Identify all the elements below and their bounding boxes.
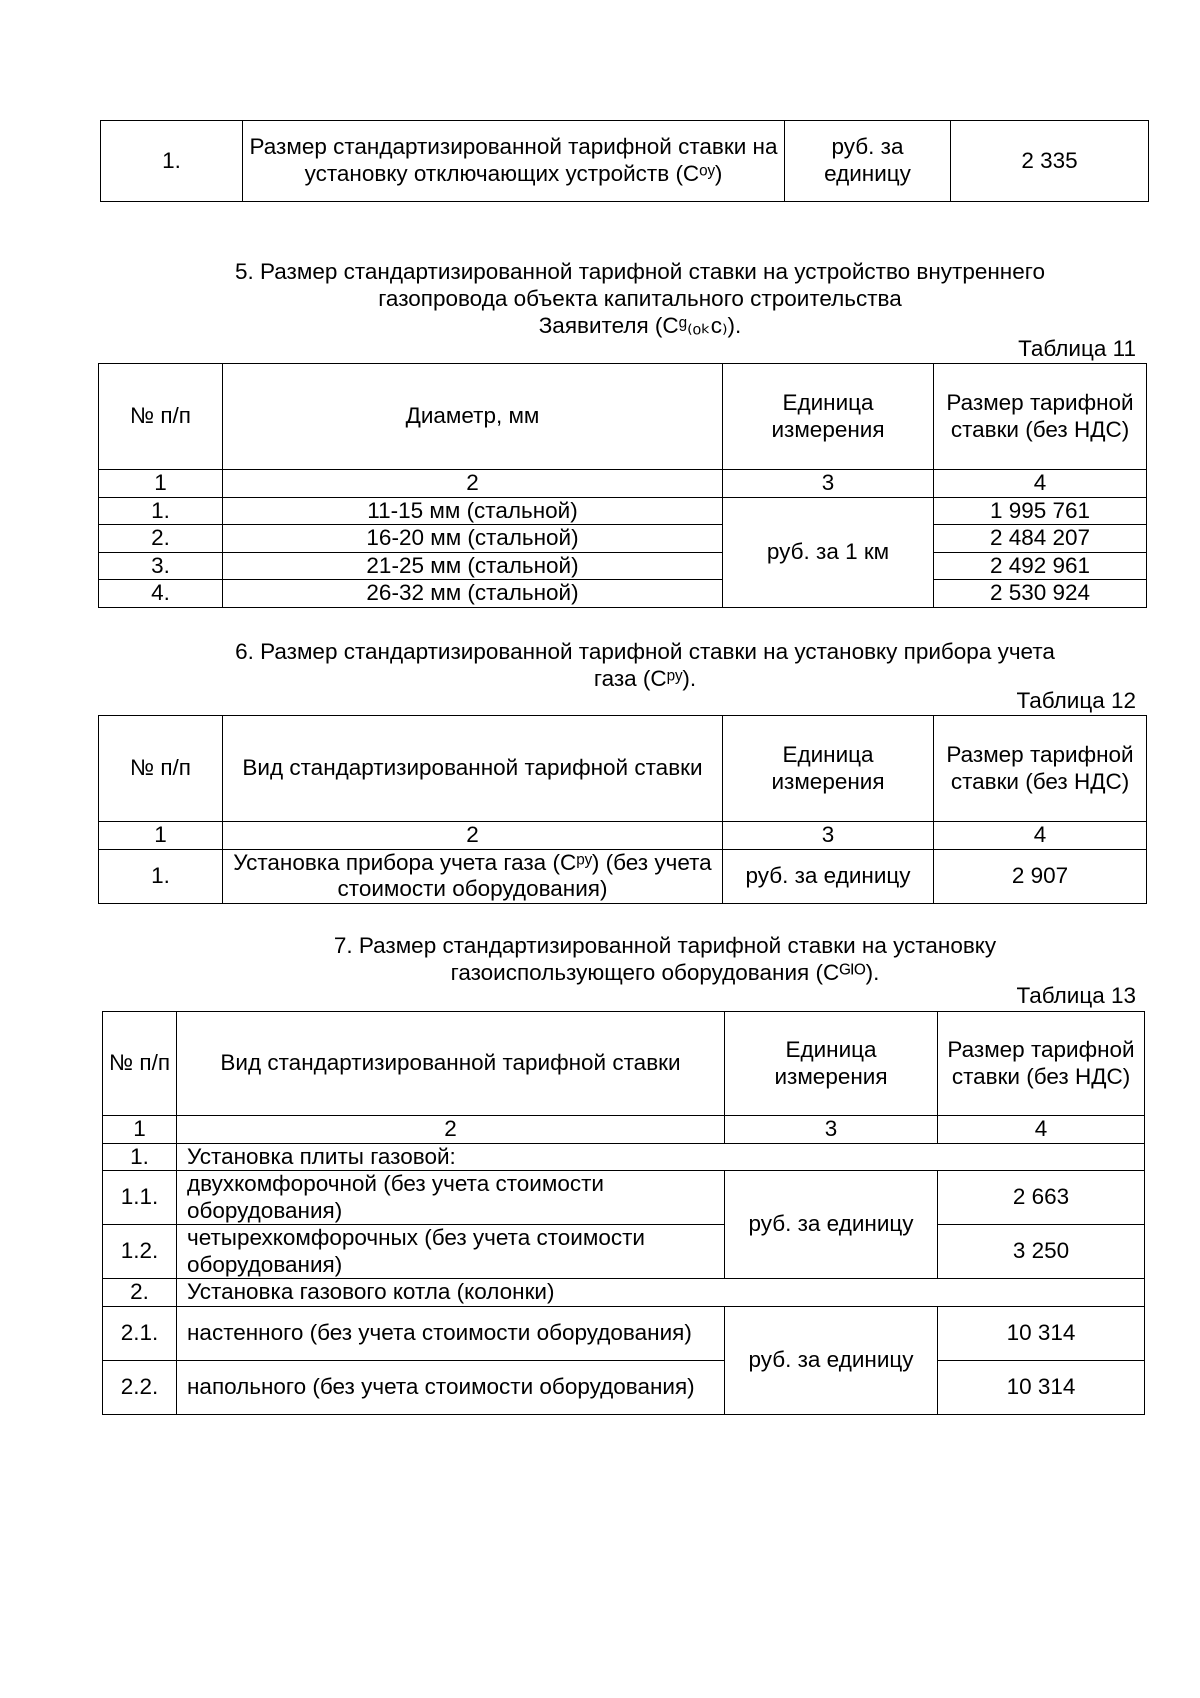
rate-value: 2 530 924 xyxy=(934,580,1147,608)
group-title: Установка газового котла (колонки) xyxy=(177,1279,1145,1307)
table-row xyxy=(99,849,1147,903)
col-number: 3 xyxy=(725,1116,938,1144)
diameter-cell: 16-20 мм (стальной) xyxy=(223,525,723,553)
col-number: 3 xyxy=(723,470,934,498)
col-number: 2 xyxy=(177,1116,725,1144)
section-7-line-1: 7. Размер стандартизированной тарифной ставки на установку xyxy=(333,933,997,958)
header-unit: Единица измерения xyxy=(723,364,934,470)
column-number-row xyxy=(103,1116,1145,1144)
rate-name: настенного (без учета стоимости оборудования) xyxy=(177,1306,725,1360)
header-rate: Размер тарифной ставки (без НДС) xyxy=(934,364,1147,470)
row-number: 4. xyxy=(99,580,223,608)
table-13-caption: Таблица 13 xyxy=(1016,983,1136,1008)
row-number: 1. xyxy=(103,1143,177,1171)
rate-value: 2 492 961 xyxy=(934,552,1147,580)
row-number: 2.2. xyxy=(103,1360,177,1414)
col-number: 2 xyxy=(223,470,723,498)
top-table xyxy=(100,120,1149,202)
rate-value: 2 484 207 xyxy=(934,525,1147,553)
header-number: № п/п xyxy=(103,1012,177,1116)
diameter-cell: 26-32 мм (стальной) xyxy=(223,580,723,608)
row-number: 1.2. xyxy=(103,1225,177,1279)
rate-value: 2 335 xyxy=(951,121,1149,202)
table-12-caption: Таблица 12 xyxy=(1016,688,1136,713)
row-number: 1. xyxy=(99,849,223,903)
header-row xyxy=(103,1012,1145,1116)
row-number: 2. xyxy=(103,1279,177,1307)
table-row xyxy=(103,1306,1145,1360)
unit-cell: руб. за единицу xyxy=(725,1306,938,1414)
header-type: Вид стандартизированной тарифной ставки xyxy=(177,1012,725,1116)
header-row xyxy=(99,716,1147,822)
table-row xyxy=(103,1225,1145,1279)
unit-cell: руб. за 1 км xyxy=(723,497,934,607)
table-row xyxy=(103,1360,1145,1414)
group-row xyxy=(103,1279,1145,1307)
diameter-cell: 21-25 мм (стальной) xyxy=(223,552,723,580)
column-number-row xyxy=(99,822,1147,850)
rate-name: Размер стандартизированной тарифной ставки на установку отключающих устройств (Cᵒʸ) xyxy=(243,121,785,202)
row-number: 1.1. xyxy=(103,1171,177,1225)
unit-cell: руб. за единицу xyxy=(725,1171,938,1279)
section-5-line-2: газопровода объекта капитального строительства xyxy=(378,286,902,311)
row-number: 1. xyxy=(99,497,223,525)
header-number: № п/п xyxy=(99,716,223,822)
rate-value: 2 907 xyxy=(934,849,1147,903)
section-7-line-2: газоиспользующего оборудования (Сᴳᴵᴼ). xyxy=(450,960,880,985)
table-11-caption: Таблица 11 xyxy=(1018,336,1136,361)
rate-value: 2 663 xyxy=(938,1171,1145,1225)
table-row xyxy=(99,497,1147,525)
rate-name: Установка прибора учета газа (Сᵖʸ) (без учета стоимости оборудования) xyxy=(223,849,723,903)
table-13 xyxy=(102,1011,1145,1415)
table-11 xyxy=(98,363,1147,608)
diameter-cell: 11-15 мм (стальной) xyxy=(223,497,723,525)
group-title: Установка плиты газовой: xyxy=(177,1143,1145,1171)
table-row xyxy=(99,552,1147,580)
section-5-line-3: Заявителя (Сᵍ₍ₒₖc₎). xyxy=(538,313,742,338)
unit-cell: руб. за единицу xyxy=(723,849,934,903)
table-12 xyxy=(98,715,1147,904)
table-row xyxy=(99,525,1147,553)
col-number: 1 xyxy=(103,1116,177,1144)
rate-value: 10 314 xyxy=(938,1306,1145,1360)
header-rate: Размер тарифной ставки (без НДС) xyxy=(934,716,1147,822)
rate-name: двухкомфорочной (без учета стоимости оборудования) xyxy=(177,1171,725,1225)
col-number: 3 xyxy=(723,822,934,850)
row-number: 1. xyxy=(101,121,243,202)
table-row xyxy=(99,580,1147,608)
section-6-line-1: 6. Размер стандартизированной тарифной ставки на установку прибора учета xyxy=(235,639,1055,664)
header-rate: Размер тарифной ставки (без НДС) xyxy=(938,1012,1145,1116)
rate-value: 1 995 761 xyxy=(934,497,1147,525)
col-number: 4 xyxy=(938,1116,1145,1144)
col-number: 2 xyxy=(223,822,723,850)
column-number-row xyxy=(99,470,1147,498)
col-number: 4 xyxy=(934,822,1147,850)
section-6-line-2: газа (Сᵖʸ). xyxy=(593,666,697,691)
unit-cell: руб. за единицу xyxy=(785,121,951,202)
row-number: 2.1. xyxy=(103,1306,177,1360)
group-row xyxy=(103,1143,1145,1171)
header-number: № п/п xyxy=(99,364,223,470)
table-row xyxy=(103,1171,1145,1225)
header-diameter: Диаметр, мм xyxy=(223,364,723,470)
section-7-heading xyxy=(240,932,1090,986)
section-5-line-1: 5. Размер стандартизированной тарифной ставки на устройство внутреннего xyxy=(235,259,1045,284)
rate-name: напольного (без учета стоимости оборудования) xyxy=(177,1360,725,1414)
col-number: 4 xyxy=(934,470,1147,498)
header-type: Вид стандартизированной тарифной ставки xyxy=(223,716,723,822)
rate-value: 3 250 xyxy=(938,1225,1145,1279)
header-row xyxy=(99,364,1147,470)
rate-name: четырехкомфорочных (без учета стоимости оборудования) xyxy=(177,1225,725,1279)
section-6-heading xyxy=(200,638,1090,692)
table-row xyxy=(101,121,1149,202)
row-number: 3. xyxy=(99,552,223,580)
col-number: 1 xyxy=(99,822,223,850)
section-5-heading xyxy=(200,258,1080,339)
rate-value: 10 314 xyxy=(938,1360,1145,1414)
col-number: 1 xyxy=(99,470,223,498)
header-unit: Единица измерения xyxy=(723,716,934,822)
row-number: 2. xyxy=(99,525,223,553)
header-unit: Единица измерения xyxy=(725,1012,938,1116)
